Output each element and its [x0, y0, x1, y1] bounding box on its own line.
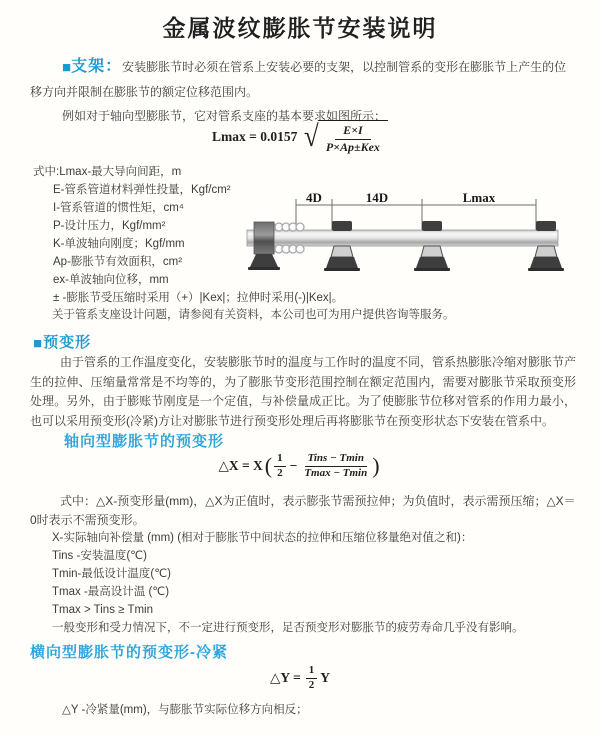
support-intro-text: 安装膨胀节时必须在管系上安装必要的支架，以控制管系的变形在膨胀节上产生的位移方向并限制在膨胀节的额定位移范围内。 — [30, 60, 567, 99]
dimension-label-4d: 4D — [306, 192, 322, 205]
fraction-denominator: 2 — [277, 466, 283, 479]
fraction-denominator: Tmax − Tmin — [304, 466, 368, 479]
formula-lmax-radicand — [318, 120, 388, 155]
sqrt-symbol-icon: √ — [304, 120, 320, 154]
page-title: 金属波纹膨胀节安装说明 — [162, 15, 438, 41]
section-support — [30, 55, 576, 128]
one-half-fraction — [274, 453, 286, 479]
definition-line: Tins -安装温度(℃) — [52, 550, 147, 562]
fraction-numerator: 1 — [306, 665, 318, 679]
section-preform-heading — [33, 331, 91, 352]
pipe-support-diagram — [245, 192, 575, 288]
consulting-note: 关于管系支座设计问题，请参阅有关资料，本公司也可为用户提供咨询等服务。 — [52, 309, 455, 321]
fraction-denominator: 2 — [308, 678, 315, 691]
definition-line: Tmax > Tins ≥ Tmin — [52, 604, 153, 616]
definition-line: X-实际轴向补偿量 (mm) (相对于膨胀节中间状态的拉伸和压缩位移量绝对值之和)： — [52, 532, 473, 544]
open-paren: ( — [264, 453, 273, 479]
definition-line: 一般变形和受力情况下，不一定进行预变形，足否预变形对膨胀节的疲劳寿命几乎没有影响。 — [52, 622, 524, 634]
definition-line: ± -膨胀节受压缩时采用（+）|Kex|；拉伸时采用(-)|Kex|。 — [53, 292, 344, 304]
pipe — [247, 230, 558, 246]
support-example-text: 例如对于轴向型膨胀节，它对管系支座的基本要求如图所示： — [62, 109, 387, 123]
axial-definitions — [52, 529, 524, 637]
formula-delta-y — [0, 665, 600, 691]
definition-line: Tmin-最低设计温度(℃) — [52, 568, 171, 580]
formula-lmax-numerator: E×I — [335, 124, 371, 140]
preform-body-text: 由于管系的工作温度变化，安装膨胀节时的温度与工作时的温度不同，管系热膨胀冷缩对膨胀节产生的拉伸、压缩量常常是不均等的，为了膨胀节变形范围控制在额定范围内，需要对膨胀节采取预变形处理。另外，由于膨账节刚度是一个定值，与补偿量成正比。为了使膨胀节位移对管系的作用力最小，也可以采用预变形(冷紧)方让对膨胀节进行预变形处理后再将膨胀节在预变形状态下安装在管系中。 — [30, 355, 577, 428]
axial-heading: 轴向型膨胀节的预变形 — [64, 433, 225, 450]
formula-dx-lhs: △X = X — [218, 458, 263, 474]
definition-line: Ap-膨胀节有效面积，cm² — [53, 256, 183, 268]
definition-line: I-管系管道的惯性矩，cm⁴ — [53, 202, 184, 214]
one-half-fraction — [306, 665, 318, 691]
definition-line: K-单波轴向刚度；Kgf/mm — [53, 238, 185, 250]
formula-lmax — [0, 120, 600, 155]
section-marker-icon: ■ — [33, 335, 44, 352]
formula-delta-x — [0, 453, 600, 479]
formula-lmax-denominator: P×Ap±Kex — [325, 139, 380, 154]
dimension-label-14d: 14D — [365, 192, 389, 205]
minus-sign: − — [289, 458, 298, 474]
diagram-svg — [245, 192, 575, 288]
dimension-label-lmax: Lmax — [462, 192, 496, 205]
temperature-fraction — [301, 453, 370, 479]
definition-line: ex-单波轴向位移，mm — [53, 274, 169, 286]
lateral-explain-text: △Y -冷紧量(mm)，与膨胀节实际位移方向相反； — [62, 704, 308, 716]
support-heading: 支架： — [71, 58, 123, 75]
definition-line: E-管系管道材料弹性投量，Kgf/cm² — [53, 184, 231, 196]
lateral-heading: 横向型膨胀节的预变形-冷紧 — [30, 644, 228, 661]
preform-heading-text: 预变形 — [43, 334, 92, 351]
definition-line: P-设计压力，Kgf/mm² — [53, 220, 166, 232]
fraction-numerator: 1 — [274, 453, 286, 467]
definition-line: 式中:Lmax-最大导向间距，m — [33, 166, 182, 178]
formula-lmax-lhs: Lmax = 0.0157 — [212, 129, 298, 145]
section-marker-icon: ■ — [62, 59, 72, 76]
formula-dy-rhs: Y — [320, 670, 330, 686]
support-paragraph — [30, 55, 576, 104]
axial-explain-text: 式中：△X-预变形量(mm)，△X为正值时，表示膨张节需预拉伸；为负值时，表示需预压缩；△X＝0时表示不需预变形。 — [30, 494, 576, 527]
fraction-numerator: Tins − Tmin — [305, 453, 367, 467]
definition-line: Tmax -最高设计温 (℃) — [52, 586, 170, 598]
close-paren: ) — [372, 453, 380, 479]
formula-dy-lhs: △Y = — [270, 670, 301, 686]
